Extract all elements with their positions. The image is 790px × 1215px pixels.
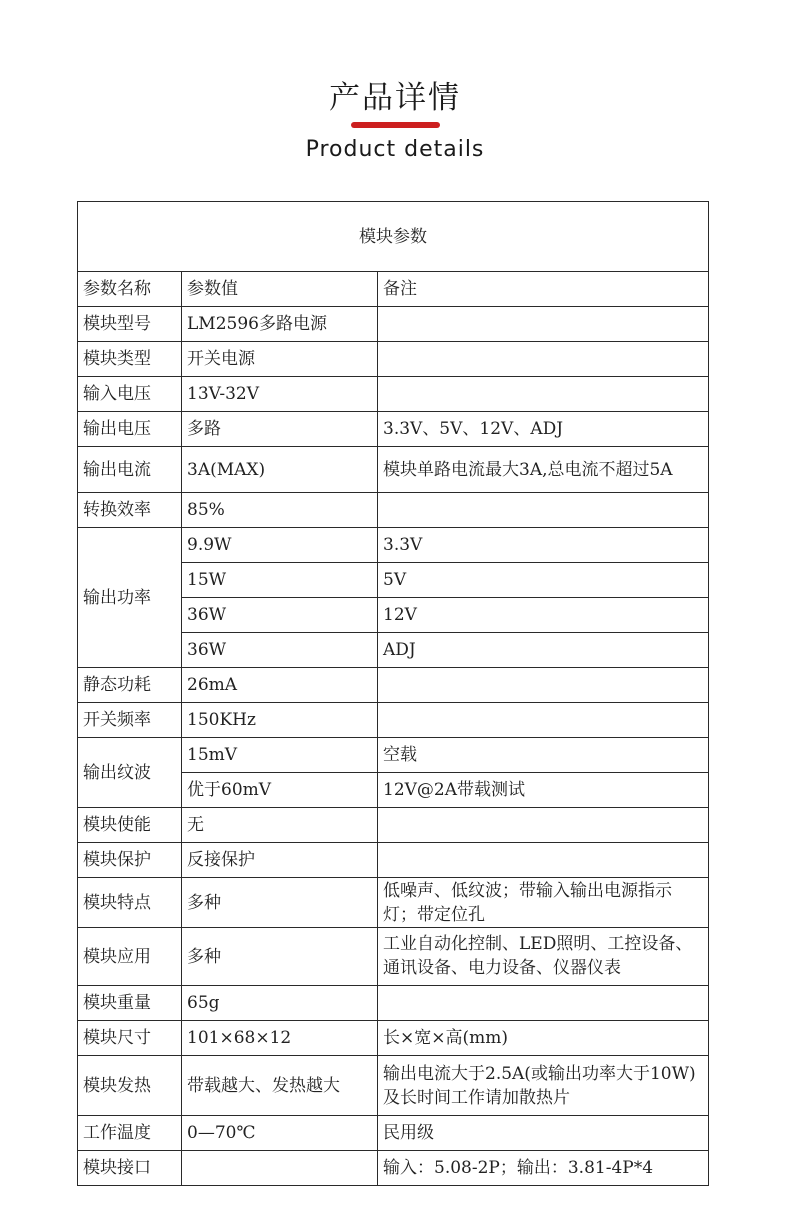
param-name: 静态功耗 <box>78 668 182 703</box>
param-value: 多路 <box>182 412 378 447</box>
param-name: 模块重量 <box>78 986 182 1021</box>
param-note: 5V <box>378 563 709 598</box>
param-note: 长×宽×高(mm) <box>378 1021 709 1056</box>
param-note: ADJ <box>378 633 709 668</box>
param-value: 13V-32V <box>182 377 378 412</box>
param-value: 带载越大、发热越大 <box>182 1056 378 1116</box>
page-title-cn: 产品详情 <box>329 80 461 116</box>
param-value: 36W <box>182 598 378 633</box>
param-value: 0—70℃ <box>182 1116 378 1151</box>
param-name: 模块尺寸 <box>78 1021 182 1056</box>
table-row <box>78 843 709 878</box>
param-note: 3.3V <box>378 528 709 563</box>
table-caption-row <box>78 202 709 272</box>
param-note <box>378 703 709 738</box>
param-note: 3.3V、5V、12V、ADJ <box>378 412 709 447</box>
title-accent-bar <box>351 122 440 128</box>
param-name: 输出纹波 <box>78 738 182 808</box>
table-caption: 模块参数 <box>78 202 709 272</box>
table-row <box>78 808 709 843</box>
param-name: 模块类型 <box>78 342 182 377</box>
param-note <box>378 668 709 703</box>
param-name: 输出功率 <box>78 528 182 668</box>
param-note: 空载 <box>378 738 709 773</box>
table-row <box>78 668 709 703</box>
param-value: 3A(MAX) <box>182 447 378 493</box>
param-note <box>378 342 709 377</box>
param-value: 101×68×12 <box>182 1021 378 1056</box>
param-value <box>182 1151 378 1186</box>
table-row <box>78 412 709 447</box>
param-note <box>378 493 709 528</box>
param-note-cell <box>378 928 709 986</box>
param-note <box>378 843 709 878</box>
param-name: 开关频率 <box>78 703 182 738</box>
param-note <box>378 307 709 342</box>
table-row <box>78 342 709 377</box>
param-name: 输出电流 <box>78 447 182 493</box>
param-name: 模块接口 <box>78 1151 182 1186</box>
param-name: 模块保护 <box>78 843 182 878</box>
page-header <box>0 0 790 200</box>
param-note <box>378 986 709 1021</box>
table-row <box>78 307 709 342</box>
param-value: 开关电源 <box>182 342 378 377</box>
column-header: 备注 <box>378 272 709 307</box>
param-value: 无 <box>182 808 378 843</box>
table-row <box>78 738 709 773</box>
table-header-row <box>78 272 709 307</box>
param-note: 输出电流大于2.5A(或输出功率大于10W)及长时间工作请加散热片 <box>378 1056 709 1116</box>
param-name: 模块使能 <box>78 808 182 843</box>
table-row <box>78 1116 709 1151</box>
param-value: LM2596多路电源 <box>182 307 378 342</box>
column-header: 参数名称 <box>78 272 182 307</box>
param-value: 26mA <box>182 668 378 703</box>
param-value: 15W <box>182 563 378 598</box>
table-row <box>78 878 709 928</box>
param-value: 65g <box>182 986 378 1021</box>
param-value: 15mV <box>182 738 378 773</box>
param-value: 36W <box>182 633 378 668</box>
table-row <box>78 1056 709 1116</box>
table-row <box>78 986 709 1021</box>
param-value: 多种 <box>182 928 378 986</box>
table-row <box>78 528 709 563</box>
page-title-en: Product details <box>305 137 485 162</box>
column-header: 参数值 <box>182 272 378 307</box>
param-note: 民用级 <box>378 1116 709 1151</box>
table-row <box>78 493 709 528</box>
table-row <box>78 1021 709 1056</box>
spec-table <box>77 201 709 1186</box>
param-name: 模块型号 <box>78 307 182 342</box>
table-row <box>78 1151 709 1186</box>
param-name: 模块发热 <box>78 1056 182 1116</box>
param-value: 多种 <box>182 878 378 928</box>
param-note <box>378 377 709 412</box>
param-name: 工作温度 <box>78 1116 182 1151</box>
param-name: 模块应用 <box>78 928 182 986</box>
table-row <box>78 928 709 986</box>
param-note: 12V <box>378 598 709 633</box>
param-note: 低噪声、低纹波；带输入输出电源指示灯；带定位孔 <box>378 878 709 928</box>
param-name: 输出电压 <box>78 412 182 447</box>
param-note: 输入：5.08-2P；输出：3.81-4P*4 <box>378 1151 709 1186</box>
param-name: 模块特点 <box>78 878 182 928</box>
param-value: 反接保护 <box>182 843 378 878</box>
param-value: 85% <box>182 493 378 528</box>
param-note <box>378 808 709 843</box>
param-note: 12V@2A带载测试 <box>378 773 709 808</box>
param-name: 输入电压 <box>78 377 182 412</box>
param-value: 150KHz <box>182 703 378 738</box>
table-row <box>78 703 709 738</box>
table-row <box>78 377 709 412</box>
param-note: 工业自动化控制、LED照明、工控设备、通讯设备、电力设备、仪器仪表 <box>383 933 693 978</box>
param-name: 转换效率 <box>78 493 182 528</box>
table-row <box>78 447 709 493</box>
param-note: 模块单路电流最大3A,总电流不超过5A <box>378 447 709 493</box>
param-value: 优于60mV <box>182 773 378 808</box>
param-value: 9.9W <box>182 528 378 563</box>
